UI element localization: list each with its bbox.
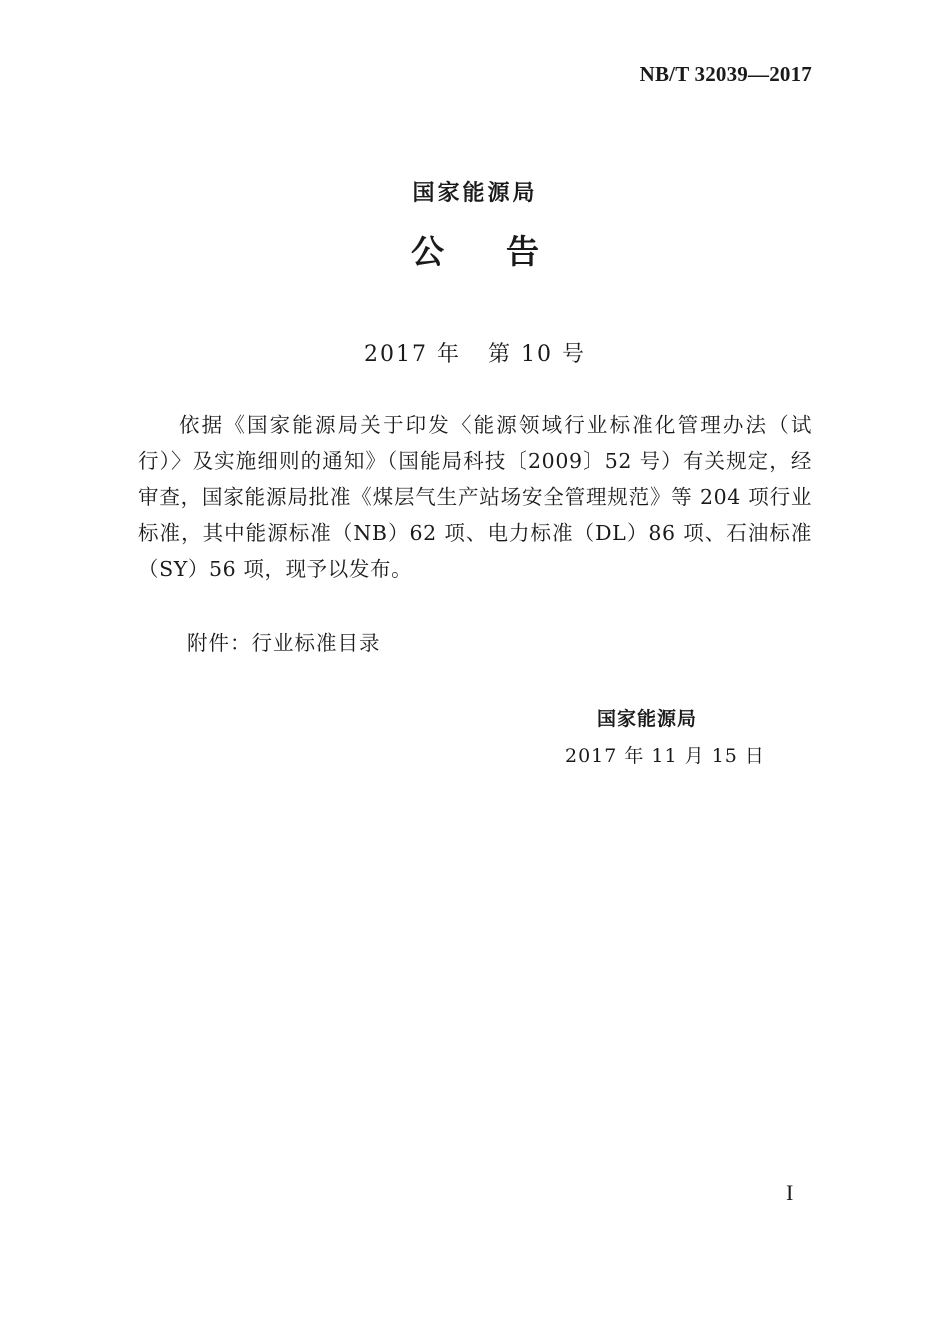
title-char-1: 公 (411, 232, 444, 271)
attachment-line: 附件：行业标准目录 (187, 631, 381, 655)
signature-organization: 国家能源局 (597, 708, 698, 730)
signature-date: 2017 年 11 月 15 日 (565, 745, 765, 767)
document-title (0, 226, 950, 273)
standard-code: NB/T 32039—2017 (639, 62, 812, 86)
title-char-2: 告 (506, 232, 539, 271)
document-number: 2017 年 第 10 号 (364, 342, 586, 367)
issuer-heading: 国家能源局 (412, 181, 538, 206)
page-number: I (786, 1180, 794, 1205)
notice-body: 依据《国家能源局关于印发〈能源领域行业标准化管理办法（试行）〉及实施细则的通知》（国能局科技〔2009〕52 号）有关规定，经审查，国家能源局批准《煤层气生产站场安全管理规范》等 204 项行业标准，其中能源标准（NB）62 项、电力标准（DL）86 项、石油标准（SY）56 项，现予以发布。 (138, 413, 812, 581)
